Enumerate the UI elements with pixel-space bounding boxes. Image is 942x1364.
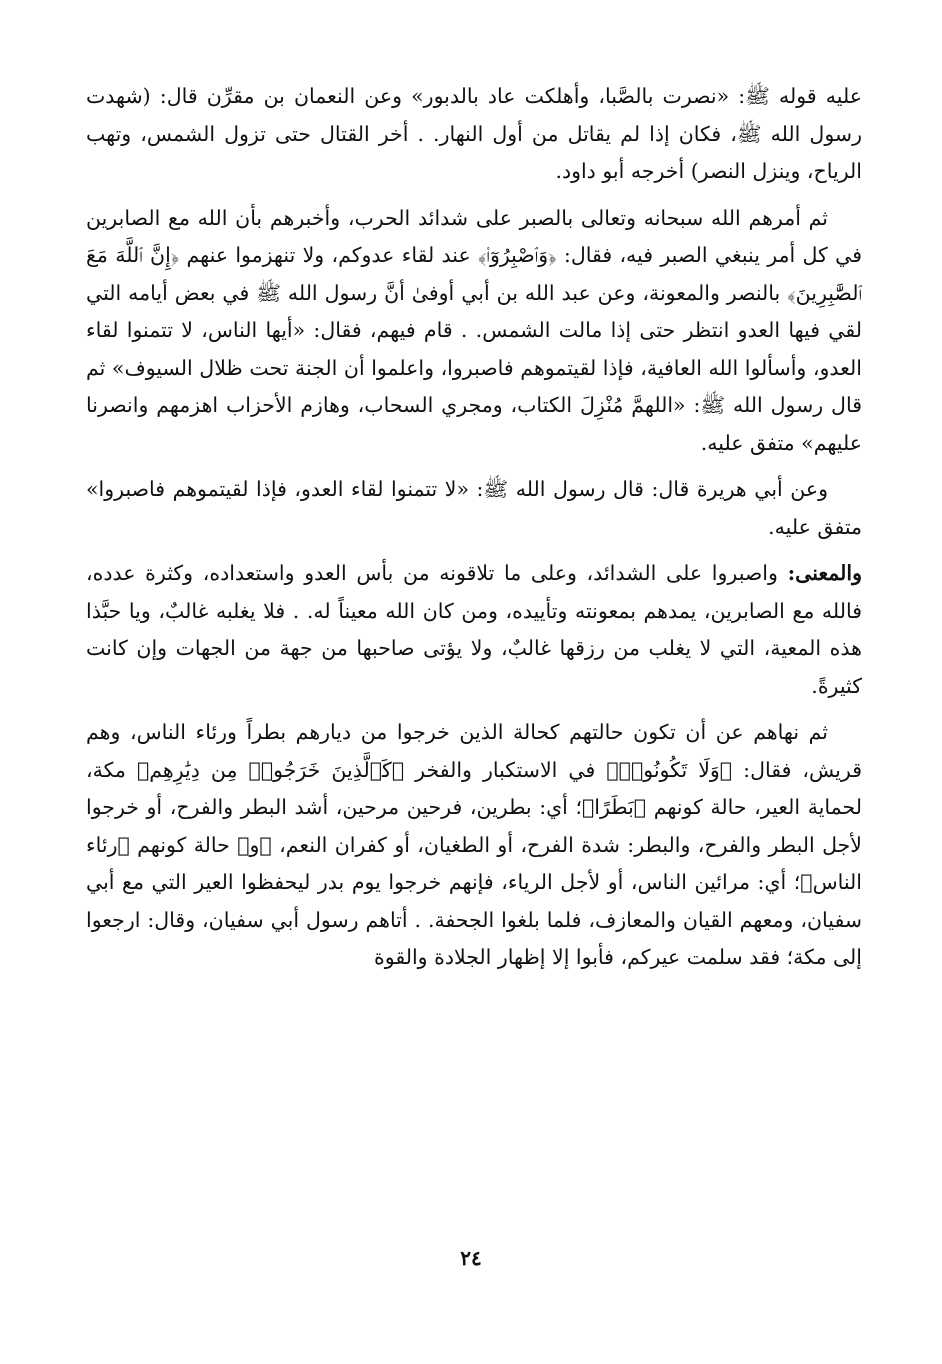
page-number: ٢٤ [460, 1246, 482, 1270]
paragraph-text: واصبروا على الشدائد، وعلى ما تلاقونه من بأس العدو واستعداده، وكثرة عدده، فالله مع الصابرين، يمدهم بمعونته وتأييده، ومن كان الله معيناً له. . فلا يغلبه غالبٌ، ويا حبَّذا هذه المعية، التي لا يغلب من رزقها غالبٌ، ولا يؤتى صاحبها من جهة من الجهات وإن كانت كثيرةً. [86, 561, 862, 698]
document-page [86, 78, 862, 1258]
paragraph-meaning [86, 555, 862, 705]
paragraph-prohibition [86, 714, 862, 977]
meaning-label: والمعنى: [787, 561, 862, 585]
paragraph-text: ثم أمرهم الله سبحانه وتعالى بالصبر على شدائد الحرب، وأخبرهم بأن الله مع الصابرين في كل أمر ينبغي الصبر فيه، فقال: ﴿وَٱصْبِرُوٓا۟﴾ عند لقاء عدوكم، ولا تنهزموا عنهم ﴿إِنَّ ٱللَّهَ مَعَ ٱلصَّٰبِرِينَ﴾ بالنصر والمعونة، وعن عبد الله بن أبي أوفىٰ أنَّ رسول الله ﷺ في بعض أيامه التي لقي فيها العدو انتظر حتى إذا مالت الشمس. . قام فيهم، فقال: «أيها الناس، لا تتمنوا لقاء العدو، وأسألوا الله العافية، فإذا لقيتموهم فاصبروا، واعلموا أن الجنة تحت ظلال السيوف» ثم قال رسول الله ﷺ: «اللهمَّ مُنْزِلَ الكتاب، ومجري السحاب، وهازم الأحزاب اهزمهم وانصرنا عليهم» متفق عليه. [86, 205, 862, 455]
paragraph-hadith-nusirtu [86, 78, 862, 191]
paragraph-command-patience [86, 200, 862, 463]
paragraph-text: وعن أبي هريرة قال: قال رسول الله ﷺ: «لا تتمنوا لقاء العدو، فإذا لقيتموهم فاصبروا» متفق عليه. [86, 477, 862, 539]
paragraph-abu-hurairah [86, 471, 862, 546]
paragraph-text: ثم نهاهم عن أن تكون حالتهم كحالة الذين خرجوا من ديارهم بطراً ورئاء الناس، وهم قريش، فقال: ﴿وَلَا تَكُونُوا۟﴾ في الاستكبار والفخر ﴿كَٱلَّذِينَ خَرَجُوا۟ مِن دِيَٰرِهِم﴾ مكة، لحماية العير، حالة كونهم ﴿بَطَرًا﴾؛ أي: بطرين، فرحين مرحين، أشد البطر والفرح، أو خرجوا لأجل البطر والفرح، والبطر: شدة الفرح، أو الطغيان، أو كفران النعم، ﴿و﴾ حالة كونهم ﴿رئاء الناس﴾؛ أي: مرائين الناس، أو لأجل الرياء، فإنهم خرجوا يوم بدر ليحفظوا العير التي مع أبي سفيان، ومعهم القيان والمعازف، فلما بلغوا الجحفة. . أتاهم رسول أبي سفيان، وقال: ارجعوا إلى مكة؛ فقد سلمت عيركم، فأبوا إلا إظهار الجلادة والقوة [86, 720, 862, 969]
paragraph-text: عليه قوله ﷺ: «نصرت بالصَّبا، وأهلكت عاد بالدبور» وعن النعمان بن مقرِّن قال: (شهدت رسول الله ﷺ، فكان إذا لم يقاتل من أول النهار. . أخر القتال حتى تزول الشمس، وتهب الرياح، وينزل النصر) أخرجه أبو داود. [86, 84, 862, 183]
